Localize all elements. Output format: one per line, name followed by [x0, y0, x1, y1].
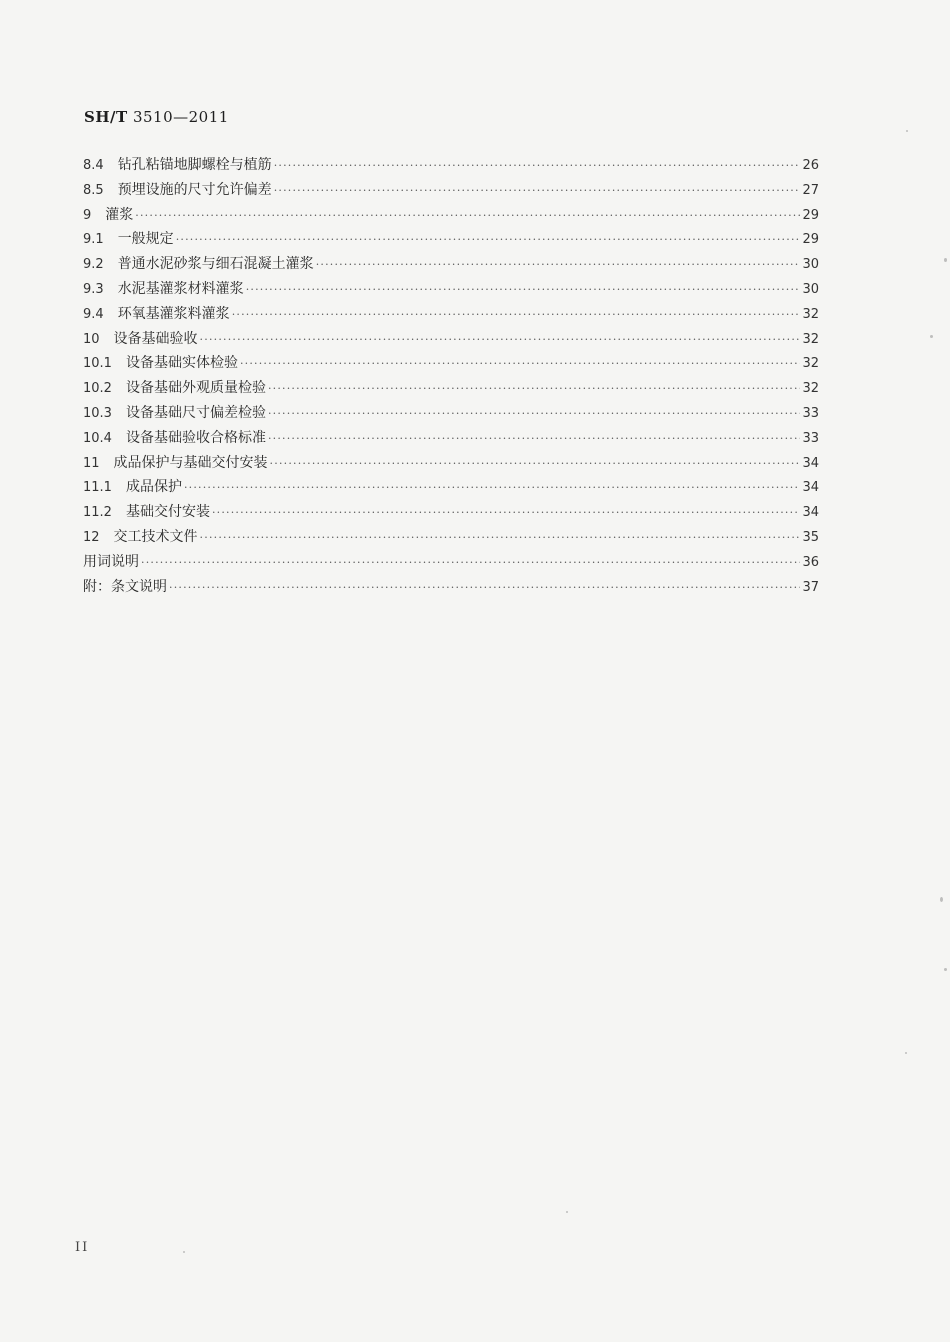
- scan-speck: [940, 897, 943, 902]
- toc-leader-dots: [141, 554, 800, 572]
- toc-entry: [83, 578, 819, 603]
- toc-entry-title: 灌浆: [105, 206, 134, 223]
- toc-entry: [83, 181, 819, 206]
- scan-speck: [183, 1251, 185, 1253]
- page-header: [84, 108, 229, 126]
- scan-speck: [566, 1211, 568, 1213]
- toc-leader-dots: [274, 182, 801, 200]
- toc-entry-page: 34: [802, 480, 819, 496]
- scan-speck: [905, 1052, 907, 1054]
- scan-speck: [906, 130, 908, 132]
- toc-entry: [83, 255, 819, 280]
- toc-entry-page: 32: [802, 381, 819, 397]
- toc-leader-dots: [169, 579, 800, 597]
- toc-entry: [83, 156, 819, 181]
- toc-entry-title: 水泥基灌浆材料灌浆: [117, 280, 244, 297]
- toc-entry-number: 8.5: [83, 182, 104, 198]
- toc-entry-number: 12: [83, 529, 100, 545]
- table-of-contents: [83, 156, 819, 602]
- toc-leader-dots: [135, 207, 800, 225]
- toc-entry-title: 用词说明: [83, 553, 139, 570]
- toc-entry-title: 成品保护: [125, 479, 182, 496]
- toc-entry: [83, 330, 819, 355]
- standard-number: 3510—2011: [132, 108, 229, 126]
- toc-entry: [83, 503, 819, 528]
- toc-leader-dots: [184, 479, 801, 497]
- toc-entry: [83, 429, 819, 454]
- toc-entry-title: 基础交付安装: [125, 504, 210, 521]
- toc-entry-number: 9: [83, 207, 92, 223]
- toc-entry-title: 设备基础验收合格标准: [125, 429, 266, 446]
- toc-entry-title: 一般规定: [117, 231, 174, 248]
- toc-entry: [83, 230, 819, 255]
- toc-leader-dots: [240, 355, 801, 373]
- toc-entry-number: 8.4: [83, 158, 104, 173]
- toc-entry-page: 27: [802, 182, 819, 198]
- toc-entry-title: 钻孔粘锚地脚螺栓与植筋: [117, 157, 272, 173]
- toc-entry-number: 10.1: [83, 356, 112, 372]
- toc-leader-dots: [268, 430, 801, 448]
- toc-leader-dots: [246, 281, 801, 299]
- toc-entry-title: 设备基础尺寸偏差检验: [125, 404, 266, 421]
- toc-entry-number: 10: [83, 331, 100, 347]
- toc-entry-number: 11.2: [83, 505, 112, 521]
- toc-entry-number: 10.4: [83, 430, 112, 446]
- toc-entry-page: 29: [802, 207, 819, 223]
- toc-entry-number: 10.2: [83, 381, 112, 397]
- toc-entry-title: 环氧基灌浆料灌浆: [117, 305, 230, 322]
- toc-entry-page: 29: [802, 232, 819, 248]
- toc-leader-dots: [212, 504, 801, 522]
- toc-leader-dots: [232, 306, 801, 324]
- toc-entry-page: 34: [802, 505, 819, 521]
- toc-entry-page: 34: [802, 455, 819, 471]
- toc-entry-number: 10.3: [83, 405, 112, 421]
- toc-entry-page: 32: [802, 306, 819, 322]
- toc-leader-dots: [316, 256, 801, 274]
- toc-entry-page: 32: [802, 356, 819, 372]
- toc-entry-page: 35: [802, 529, 819, 545]
- toc-entry-page: 26: [802, 158, 819, 173]
- toc-entry: [83, 354, 819, 379]
- toc-leader-dots: [274, 157, 801, 175]
- page-number: II: [75, 1240, 90, 1255]
- toc-leader-dots: [268, 380, 801, 398]
- toc-entry: [83, 305, 819, 330]
- toc-entry-page: 36: [802, 554, 819, 570]
- toc-leader-dots: [268, 405, 801, 423]
- toc-entry-page: 30: [802, 257, 819, 273]
- toc-entry-title: 普通水泥砂浆与细石混凝土灌浆: [117, 256, 314, 273]
- toc-entry: [83, 553, 819, 578]
- toc-entry-title: 设备基础外观质量检验: [125, 380, 266, 397]
- toc-entry-title: 设备基础实体检验: [125, 355, 238, 372]
- toc-entry-title: 附：条文说明: [83, 578, 167, 595]
- toc-entry-page: 33: [802, 405, 819, 421]
- toc-entry: [83, 404, 819, 429]
- toc-entry: [83, 379, 819, 404]
- scan-speck: [944, 968, 947, 971]
- toc-leader-dots: [270, 455, 801, 473]
- toc-leader-dots: [200, 331, 801, 349]
- toc-entry-page: 30: [802, 281, 819, 297]
- toc-entry-page: 33: [802, 430, 819, 446]
- scan-speck: [944, 258, 947, 262]
- scan-speck: [930, 335, 933, 338]
- toc-entry-number: 11: [83, 455, 100, 471]
- toc-leader-dots: [176, 231, 801, 249]
- toc-entry: [83, 206, 819, 231]
- toc-entry-title: 成品保护与基础交付安装: [113, 454, 268, 471]
- toc-entry: [83, 454, 819, 479]
- toc-entry-title: 交工技术文件: [113, 528, 198, 545]
- toc-entry-title: 设备基础验收: [113, 330, 198, 347]
- toc-entry: [83, 280, 819, 305]
- toc-entry-number: 9.4: [83, 306, 104, 322]
- toc-entry-number: 9.1: [83, 232, 104, 248]
- toc-entry: [83, 528, 819, 553]
- toc-entry-number: 9.2: [83, 257, 104, 273]
- toc-entry-number: 11.1: [83, 480, 112, 496]
- toc-entry-page: 32: [802, 331, 819, 347]
- toc-entry-page: 37: [802, 579, 819, 595]
- toc-entry-title: 预埋设施的尺寸允许偏差: [117, 181, 272, 198]
- toc-entry-number: 9.3: [83, 281, 104, 297]
- standard-code: SH/T: [84, 108, 128, 126]
- toc-leader-dots: [200, 529, 801, 547]
- toc-entry: [83, 478, 819, 503]
